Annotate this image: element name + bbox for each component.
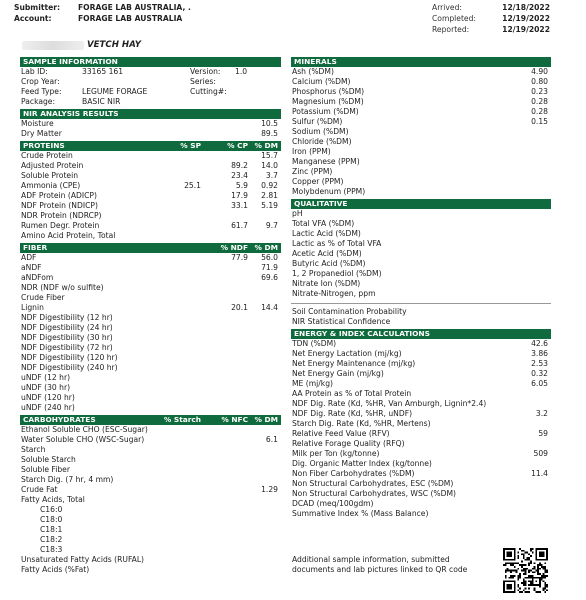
qualitative-row: [291, 219, 551, 229]
feed-type-label: Feed Type:: [21, 87, 62, 96]
qr-note: [292, 555, 492, 575]
row-label: NDF Digestibility (120 hr): [21, 353, 118, 362]
carbohydrate-row: [20, 565, 281, 575]
sample-info-row: [20, 97, 281, 107]
submitter-label: Submitter:: [14, 3, 61, 12]
row-value: 89.2: [231, 161, 248, 170]
mineral-row: [291, 137, 551, 147]
carbohydrate-row: [20, 465, 281, 475]
mineral-row: [291, 87, 551, 97]
row-label: Lignin: [21, 303, 44, 312]
fiber-row: [20, 293, 281, 303]
mineral-row: [291, 127, 551, 137]
row-label: Sulfur (%DM): [292, 117, 343, 126]
row-label: Summative Index % (Mass Balance): [292, 509, 429, 518]
row-label: Molybdenum (PPM): [292, 187, 366, 196]
row-value: 20.1: [231, 303, 248, 312]
row-value: 5.19: [261, 201, 278, 210]
row-value: 3.2: [535, 409, 548, 418]
row-value: 42.6: [531, 339, 548, 348]
row-value: 2.81: [261, 191, 278, 200]
row-value: 69.6: [261, 273, 278, 282]
col-header-sp: % SP: [180, 141, 201, 150]
completed-date: 12/19/2022: [502, 14, 550, 23]
row-label: Relative Feed Value (RFV): [292, 429, 390, 438]
section-title: SAMPLE INFORMATION: [23, 57, 118, 66]
row-value: 0.32: [531, 369, 548, 378]
proteins-header: [20, 141, 281, 151]
energy-row: [291, 369, 551, 379]
row-label: Water Soluble CHO (WSC-Sugar): [21, 435, 145, 444]
energy-row: [291, 429, 551, 439]
carbohydrate-row: [20, 485, 281, 495]
mineral-row: [291, 187, 551, 197]
row-value: 10.5: [261, 119, 278, 128]
row-label: Crude Fiber: [21, 293, 65, 302]
row-label: Crude Fat: [21, 485, 58, 494]
row-value: 33.1: [231, 201, 248, 210]
account-label: Account:: [14, 14, 52, 23]
row-label: C18:3: [40, 545, 63, 554]
row-value: 25.1: [184, 181, 201, 190]
fiber-row: [20, 393, 281, 403]
energy-row: [291, 349, 551, 359]
row-label: Relative Forage Quality (RFQ): [292, 439, 405, 448]
fiber-row: [20, 273, 281, 283]
energy-row: [291, 439, 551, 449]
protein-row: [20, 161, 281, 171]
row-label: AA Protein as % of Total Protein: [292, 389, 412, 398]
row-label: Adjusted Protein: [21, 161, 84, 170]
section-title: ENERGY & INDEX CALCULATIONS: [294, 329, 430, 338]
row-label: C18:2: [40, 535, 63, 544]
carbohydrate-row: [20, 515, 281, 525]
row-value: 0.92: [261, 181, 278, 190]
row-value: 14.4: [261, 303, 278, 312]
row-label: Magnesium (%DM): [292, 97, 364, 106]
row-value: 0.23: [531, 87, 548, 96]
sample-name: VETCH HAY: [87, 40, 141, 50]
section-title: MINERALS: [294, 57, 337, 66]
row-label: NDF Dig. Rate (Kd, %HR, Van Amburgh, Lignin*2.4): [292, 399, 487, 408]
divider: [291, 303, 551, 304]
carbohydrate-row: [20, 535, 281, 545]
row-label: Soil Contamination Probability: [292, 307, 407, 316]
carbohydrate-row: [20, 525, 281, 535]
energy-row: [291, 479, 551, 489]
qualitative-row: [291, 239, 551, 249]
carbohydrates-header: [20, 415, 281, 425]
row-label: Net Energy Lactation (mj/kg): [292, 349, 402, 358]
row-label: Starch: [21, 445, 46, 454]
row-label: Ethanol Soluble CHO (ESC-Sugar): [21, 425, 148, 434]
row-value: 15.7: [261, 151, 278, 160]
qualitative-row: [291, 307, 551, 317]
energy-row: [291, 399, 551, 409]
series-label: Series:: [190, 77, 216, 86]
row-label: 1, 2 Propanediol (%DM): [292, 269, 382, 278]
arrived-label: Arrived:: [432, 3, 462, 12]
row-value: 89.5: [261, 129, 278, 138]
row-label: NDF Dig. Rate (Kd, %HR, uNDF): [292, 409, 413, 418]
row-label: Soluble Protein: [21, 171, 79, 180]
row-label: TDN (%DM): [292, 339, 337, 348]
row-value: 2.53: [531, 359, 548, 368]
row-value: 14.0: [261, 161, 278, 170]
qualitative-row: [291, 259, 551, 269]
row-label: Calcium (%DM): [292, 77, 351, 86]
lab-id-label: Lab ID:: [21, 67, 48, 76]
row-label: Soluble Fiber: [21, 465, 70, 474]
row-label: Fatty Acids, Total: [21, 495, 85, 504]
mineral-row: [291, 177, 551, 187]
fiber-row: [20, 283, 281, 293]
energy-row: [291, 469, 551, 479]
row-label: ME (mj/kg): [292, 379, 333, 388]
carbohydrate-row: [20, 495, 281, 505]
row-label: Milk per Ton (kg/tonne): [292, 449, 380, 458]
row-label: Copper (PPM): [292, 177, 344, 186]
row-value: 0.80: [531, 77, 548, 86]
row-label: ADF Protein (ADICP): [21, 191, 97, 200]
left-column: [20, 57, 281, 575]
energy-header: [291, 329, 551, 339]
row-label: Net Energy Maintenance (mj/kg): [292, 359, 416, 368]
mineral-row: [291, 117, 551, 127]
protein-row: [20, 221, 281, 231]
carbohydrate-row: [20, 505, 281, 515]
row-label: Total VFA (%DM): [292, 219, 355, 228]
row-label: Non Structural Carbohydrates, ESC (%DM): [292, 479, 454, 488]
mineral-row: [291, 97, 551, 107]
lab-id-value: 33165 161: [82, 67, 124, 76]
fiber-row: [20, 373, 281, 383]
energy-row: [291, 339, 551, 349]
row-label: Chloride (%DM): [292, 137, 352, 146]
redacted-name: [22, 41, 84, 50]
row-label: C18:1: [40, 525, 63, 534]
row-value: 0.15: [531, 117, 548, 126]
row-label: Lactic Acid (%DM): [292, 229, 361, 238]
row-value: 77.9: [231, 253, 248, 262]
sample-info-row: [20, 77, 281, 87]
protein-row: [20, 211, 281, 221]
row-label: Net Energy Gain (mj/kg): [292, 369, 384, 378]
row-label: uNDF (30 hr): [21, 383, 71, 392]
row-label: NIR Statistical Confidence: [292, 317, 391, 326]
row-label: Non Fiber Carbohydrates (%DM): [292, 469, 415, 478]
row-label: Lactic as % of Total VFA: [292, 239, 382, 248]
row-label: uNDF (12 hr): [21, 373, 71, 382]
row-label: Non Structural Carbohydrates, WSC (%DM): [292, 489, 457, 498]
col-header-dm: % DM: [254, 415, 278, 424]
row-value: 6.1: [265, 435, 278, 444]
feed-type-value: LEGUME FORAGE: [82, 87, 148, 96]
row-label: aNDF: [21, 263, 42, 272]
row-label: Zinc (PPM): [292, 167, 333, 176]
row-value: 0.28: [531, 97, 548, 106]
fiber-row: [20, 323, 281, 333]
mineral-row: [291, 77, 551, 87]
row-label: NDF Protein (NDICP): [21, 201, 98, 210]
row-label: Nitrate Ion (%DM): [292, 279, 361, 288]
section-title: NIR ANALYSIS RESULTS: [23, 109, 119, 118]
energy-row: [291, 509, 551, 519]
submitter-value: FORAGE LAB AUSTRALIA, .: [78, 3, 191, 12]
row-label: Phosphorus (%DM): [292, 87, 365, 96]
row-value: 509: [533, 449, 548, 458]
mineral-row: [291, 67, 551, 77]
row-label: uNDF (120 hr): [21, 393, 75, 402]
completed-label: Completed:: [432, 14, 476, 23]
row-value: 6.05: [531, 379, 548, 388]
col-header-dm: % DM: [254, 243, 278, 252]
reported-date: 12/19/2022: [502, 25, 550, 34]
section-title: CARBOHYDRATES: [23, 415, 96, 424]
energy-row: [291, 499, 551, 509]
energy-row: [291, 389, 551, 399]
row-label: Moisture: [21, 119, 54, 128]
protein-row: [20, 191, 281, 201]
row-label: Soluble Starch: [21, 455, 76, 464]
package-label: Package:: [21, 97, 56, 106]
carbohydrate-row: [20, 445, 281, 455]
row-label: Unsaturated Fatty Acids (RUFAL): [21, 555, 145, 564]
row-label: Manganese (PPM): [292, 157, 360, 166]
col-header-ndf: % NDF: [220, 243, 248, 252]
row-label: Amino Acid Protein, Total: [21, 231, 116, 240]
row-label: NDF Digestibility (72 hr): [21, 343, 113, 352]
qualitative-row: [291, 269, 551, 279]
row-label: NDF Digestibility (240 hr): [21, 363, 118, 372]
fiber-row: [20, 403, 281, 413]
carbohydrate-row: [20, 425, 281, 435]
version-label: Version:: [190, 67, 221, 76]
qr-note-line: documents and lab pictures linked to QR code: [292, 565, 468, 574]
row-value: 0.28: [531, 107, 548, 116]
account-value: FORAGE LAB AUSTRALIA: [78, 14, 183, 23]
version-value: 1.0: [235, 67, 248, 76]
mineral-row: [291, 157, 551, 167]
row-value: 4.90: [531, 67, 548, 76]
sample-info-row: [20, 67, 281, 77]
row-label: Dig. Organic Matter Index (kg/tonne): [292, 459, 432, 468]
mineral-row: [291, 167, 551, 177]
row-label: Sodium (%DM): [292, 127, 349, 136]
dates-block: [432, 2, 550, 35]
fiber-row: [20, 333, 281, 343]
col-header-dm: % DM: [254, 141, 278, 150]
row-value: 56.0: [261, 253, 278, 262]
row-label: Starch Dig. Rate (Kd, %HR, Mertens): [292, 419, 431, 428]
energy-row: [291, 419, 551, 429]
row-label: Rumen Degr. Protein: [21, 221, 100, 230]
col-header-cp: % CP: [227, 141, 248, 150]
qr-note-line: Additional sample information, submitted: [292, 555, 450, 564]
fiber-row: [20, 263, 281, 273]
sample-info-header: [20, 57, 281, 67]
cutting-label: Cutting#:: [190, 87, 227, 96]
protein-row: [20, 181, 281, 191]
protein-row: [20, 231, 281, 241]
row-label: NDF Digestibility (30 hr): [21, 333, 113, 342]
row-label: Fatty Acids (%Fat): [21, 565, 90, 574]
row-label: Starch Dig. (7 hr, 4 mm): [21, 475, 114, 484]
row-label: Nitrate-Nitrogen, ppm: [292, 289, 376, 298]
carbohydrate-row: [20, 435, 281, 445]
fiber-row: [20, 343, 281, 353]
energy-row: [291, 489, 551, 499]
qualitative-row: [291, 289, 551, 299]
minerals-header: [291, 57, 551, 67]
energy-row: [291, 359, 551, 369]
row-label: NDF Digestibility (12 hr): [21, 313, 113, 322]
qualitative-row: [291, 209, 551, 219]
energy-row: [291, 379, 551, 389]
reported-label: Reported:: [432, 25, 470, 34]
fiber-header: [20, 243, 281, 253]
energy-row: [291, 459, 551, 469]
report-header: [14, 2, 572, 36]
fiber-row: [20, 383, 281, 393]
carbohydrate-row: [20, 555, 281, 565]
row-value: 3.86: [531, 349, 548, 358]
mineral-row: [291, 147, 551, 157]
section-title: PROTEINS: [23, 141, 65, 150]
sample-title: [22, 40, 141, 50]
row-label: aNDFom: [21, 273, 54, 282]
row-value: 9.7: [265, 221, 278, 230]
row-label: Butyric Acid (%DM): [292, 259, 366, 268]
row-label: Dry Matter: [21, 129, 62, 138]
row-label: Iron (PPM): [292, 147, 331, 156]
row-value: 71.9: [261, 263, 278, 272]
row-label: ADF: [21, 253, 37, 262]
fiber-row: [20, 363, 281, 373]
protein-row: [20, 171, 281, 181]
right-column: [291, 57, 551, 574]
qualitative-row: [291, 249, 551, 259]
row-label: NDF Digestibility (24 hr): [21, 323, 113, 332]
col-header-nfc: % NFC: [221, 415, 248, 424]
row-label: Potassium (%DM): [292, 107, 359, 116]
row-label: C18:0: [40, 515, 63, 524]
fiber-row: [20, 253, 281, 263]
crop-year-label: Crop Year:: [21, 77, 60, 86]
row-label: NDR Protein (NDRCP): [21, 211, 102, 220]
row-label: Ammonia (CPE): [21, 181, 81, 190]
section-title: FIBER: [23, 243, 48, 252]
mineral-row: [291, 107, 551, 117]
row-value: 59: [538, 429, 548, 438]
fiber-row: [20, 313, 281, 323]
section-title: QUALITATIVE: [294, 199, 348, 208]
row-label: C16:0: [40, 505, 63, 514]
qualitative-header: [291, 199, 551, 209]
row-label: NDR (NDF w/o sulfite): [21, 283, 104, 292]
nir-header: [20, 109, 281, 119]
row-value: 61.7: [231, 221, 248, 230]
energy-row: [291, 409, 551, 419]
nir-row: [20, 129, 281, 139]
col-header-starch: % Starch: [163, 415, 201, 424]
qr-code-icon[interactable]: [503, 548, 548, 593]
row-label: Crude Protein: [21, 151, 73, 160]
energy-row: [291, 449, 551, 459]
carbohydrate-row: [20, 475, 281, 485]
row-label: pH: [292, 209, 303, 218]
row-value: 1.29: [261, 485, 278, 494]
qualitative-row: [291, 279, 551, 289]
row-value: 3.7: [265, 171, 278, 180]
row-label: Acetic Acid (%DM): [292, 249, 362, 258]
row-label: DCAD (meq/100gdm): [292, 499, 374, 508]
package-value: BASIC NIR: [82, 97, 121, 106]
carbohydrate-row: [20, 455, 281, 465]
fiber-row: [20, 303, 281, 313]
nir-row: [20, 119, 281, 129]
arrived-date: 12/18/2022: [502, 3, 550, 12]
row-value: 11.4: [531, 469, 548, 478]
row-label: uNDF (240 hr): [21, 403, 75, 412]
row-value: 23.4: [231, 171, 248, 180]
qualitative-row: [291, 229, 551, 239]
row-value: 5.9: [235, 181, 248, 190]
sample-info-row: [20, 87, 281, 97]
qualitative-row: [291, 317, 551, 327]
carbohydrate-row: [20, 545, 281, 555]
row-label: Ash (%DM): [292, 67, 334, 76]
fiber-row: [20, 353, 281, 363]
protein-row: [20, 201, 281, 211]
row-value: 17.9: [231, 191, 248, 200]
protein-row: [20, 151, 281, 161]
